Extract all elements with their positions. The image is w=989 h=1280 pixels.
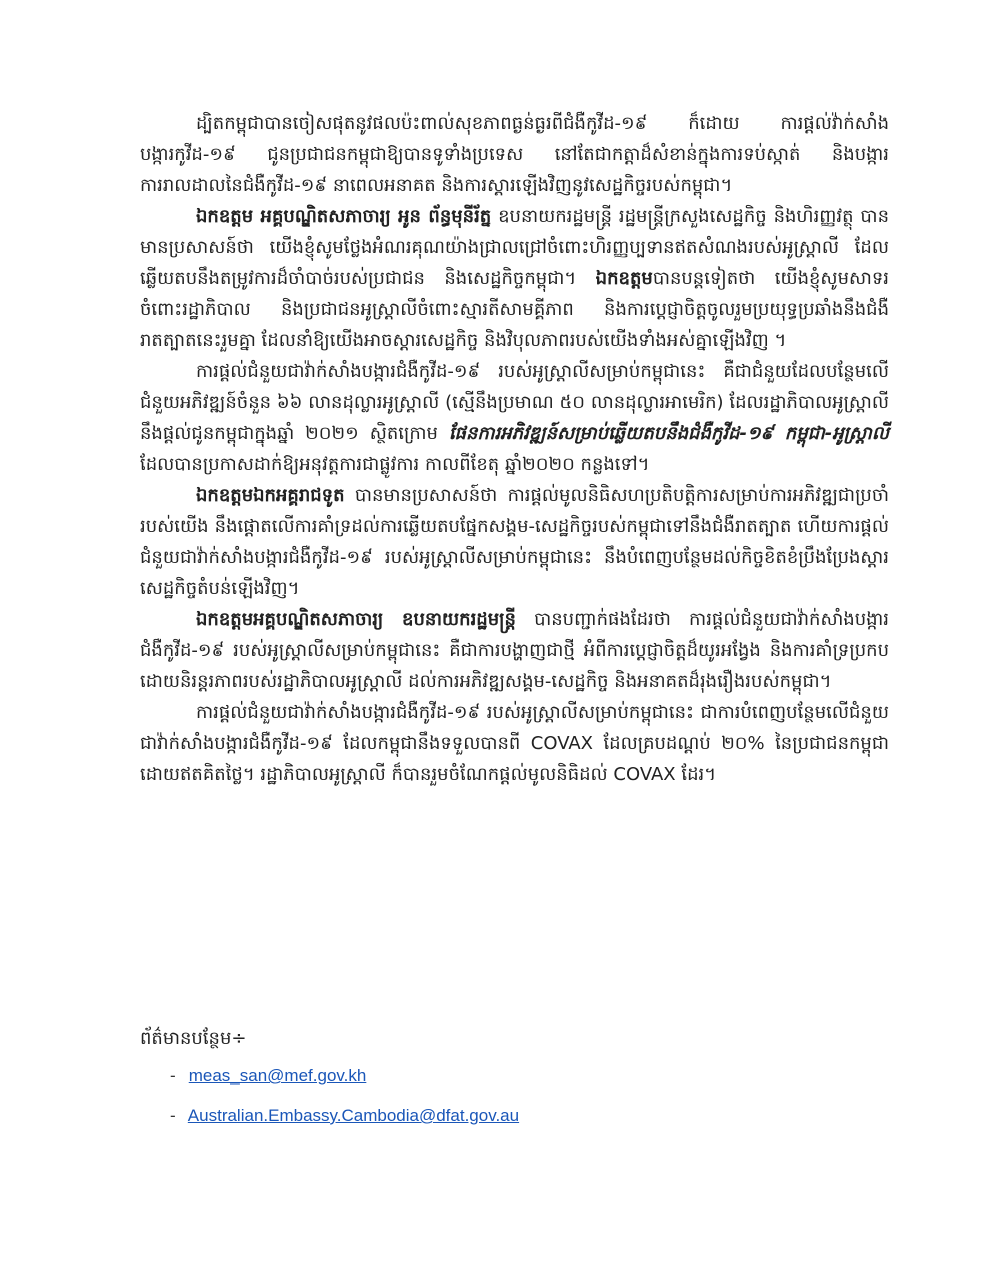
email-link-mef[interactable]: meas_san@mef.gov.kh <box>188 1066 367 1085</box>
list-dash: - <box>170 1106 176 1125</box>
paragraph-text: ដែលបានប្រកាសដាក់ឱ្យអនុវត្តការជាផ្លូវការ កាលពីខែតុ ឆ្នាំ២០២០ កន្លងទៅ។ <box>140 454 650 475</box>
paragraph-p3 <box>140 356 889 480</box>
email-link-embassy[interactable]: Australian.Embassy.Cambodia@dfat.gov.au <box>187 1106 520 1125</box>
bold-text: ឯកឧត្តម <box>595 268 653 289</box>
contact-item <box>170 1062 519 1102</box>
paragraph-p4 <box>140 480 889 604</box>
paragraph-p5 <box>140 604 889 697</box>
document-body <box>140 108 889 790</box>
paragraph-text: ការផ្តល់ជំនួយជាវ៉ាក់សាំងបង្ការជំងឺកូវីដ-១៩ របស់អូស្ត្រាលីសម្រាប់កម្ពុជានេះ ជាការបំពេញបន្ថែមលើជំនួយជាវ៉ាក់សាំងបង្ការជំងឺកូវីដ-១៩ ដែលកម្ពុជានឹងទទួលបានពី COVAX ដែលគ្របដណ្តប់ ២០% នៃប្រជាជនកម្ពុជា ដោយឥតគិតថ្លៃ។ រដ្ឋាភិបាលអូស្ត្រាលី ក៏បានរួមចំណែកផ្តល់មូលនិធិដល់ COVAX ដែរ។ <box>140 702 889 785</box>
paragraph-p6 <box>140 697 889 790</box>
paragraph-text: បានបញ្ជាក់ផងដែរថា ការផ្តល់ជំនួយជាវ៉ាក់សាំងបង្ការជំងឺកូវីដ-១៩ របស់អូស្ត្រាលីសម្រាប់កម្ពុជានេះ គឺជាការបង្ហាញជាថ្មី អំពីការប្តេជ្ញាចិត្តដ៏យូរអង្វែង និងការគាំទ្រប្រកបដោយនិរន្តរភាពរបស់រដ្ឋាភិបាលអូស្ត្រាលី ដល់ការអភិវឌ្ឍសង្គម-សេដ្ឋកិច្ច និងអនាគតដ៏រុងរឿងរបស់កម្ពុជា។ <box>140 609 890 692</box>
paragraph-p2 <box>140 201 889 356</box>
emphasis-text: ផែនការអភិវឌ្ឍន៍សម្រាប់ឆ្លើយតបនឹងជំងឺកូវីដ-១៩ កម្ពុជា-អូស្ត្រាលី <box>448 423 890 444</box>
bold-text: ឯកឧត្តម អគ្គបណ្ឌិតសភាចារ្យ អូន ព័ន្ធមុនីរ័ត្ន <box>196 206 492 227</box>
contact-item <box>170 1102 519 1142</box>
bold-text: ឯកឧត្តមអគ្គបណ្ឌិតសភាចារ្យ ឧបនាយករដ្ឋមន្ត្រី <box>196 609 516 630</box>
paragraph-p1 <box>140 108 889 201</box>
paragraph-text: ដ្បិតកម្ពុជាបានចៀសផុតនូវផលប៉ះពាល់សុខភាពធ្ងន់ធ្ងរពីជំងឺកូវីដ-១៩ ក៏ដោយ ការផ្តល់វ៉ាក់សាំងបង្ការកូវីដ-១៩ ជូនប្រជាជនកម្ពុជាឱ្យបានទូទាំងប្រទេស នៅតែជាកត្តាដ៏សំខាន់ក្នុងការទប់ស្កាត់ និងបង្ការការរាលដាលនៃជំងឺកូវីដ-១៩ នាពេលអនាគត និងការស្តារឡើងវិញនូវសេដ្ឋកិច្ចរបស់កម្ពុជា។ <box>140 113 889 196</box>
paragraph-text: បានមានប្រសាសន៍ថា ការផ្តល់មូលនិធិសហប្រតិបត្តិការសម្រាប់ការអភិវឌ្ឍជាប្រចាំរបស់យើង នឹងផ្តោតលើការគាំទ្រដល់ការឆ្លើយតបផ្នែកសង្គម-សេដ្ឋកិច្ចរបស់កម្ពុជាទៅនឹងជំងឺរាតត្បាត ហើយការផ្តល់ជំនួយជាវ៉ាក់សាំងបង្ការជំងឺកូវីដ-១៩ របស់អូស្ត្រាលីសម្រាប់កម្ពុជានេះ នឹងបំពេញបន្ថែមដល់កិច្ចខិតខំប្រឹងប្រែងស្តារសេដ្ឋកិច្ចតំបន់ឡើងវិញ។ <box>140 485 889 599</box>
paragraph-text: បានបន្តទៀតថា យើងខ្ញុំសូមសាទរចំពោះរដ្ឋាភិបាល និងប្រជាជនអូស្ត្រាលីចំពោះស្មារតីសាមគ្គីភាព និងការប្តេជ្ញាចិត្តចូលរួមប្រយុទ្ធប្រឆាំងនឹងជំងឺរាតត្បាតនេះរួមគ្នា ដែលនាំឱ្យយើងអាចស្តារសេដ្ឋកិច្ច និងវិបុលភាពរបស់យើងទាំងអស់គ្នាឡើងវិញ ។ <box>140 268 889 351</box>
bold-text: ឯកឧត្តមឯកអគ្គរាជទូត <box>196 485 345 506</box>
more-info-label: ព័ត៌មានបន្ថែម÷ <box>140 1028 247 1049</box>
paragraph-text: ឧបនាយករដ្ឋមន្ត្រី រដ្ឋមន្ត្រីក្រសួងសេដ្ឋកិច្ច និងហិរញ្ញវត្ថុ បានមានប្រសាសន៍ថា យើងខ្ញុំសូមថ្លែងអំណរគុណយ៉ាងជ្រាលជ្រៅចំពោះហិរញ្ញប្បទានឥតសំណងរបស់អូស្ត្រាលី ដែលឆ្លើយតបនឹងតម្រូវការដ៏ចាំបាច់របស់ប្រជាជន និងសេដ្ឋកិច្ចកម្ពុជា។ <box>140 206 889 289</box>
paragraph-text: ការផ្តល់ជំនួយជាវ៉ាក់សាំងបង្ការជំងឺកូវីដ-១៩ របស់អូស្ត្រាលីសម្រាប់កម្ពុជានេះ គឺជាជំនួយដែលបន្ថែមលើជំនួយអភិវឌ្ឍន៍ចំនួន ៦៦ លានដុល្លារអូស្ត្រាលី (ស្មើនឹងប្រមាណ ៥០ លានដុល្លារអាមេរិក) ដែលរដ្ឋាភិបាលអូស្ត្រាលី នឹងផ្តល់ជូនកម្ពុជាក្នុងឆ្នាំ ២០២១ ស្ថិតក្រោម <box>140 361 889 444</box>
contact-list <box>170 1062 519 1142</box>
list-dash: - <box>170 1066 176 1085</box>
